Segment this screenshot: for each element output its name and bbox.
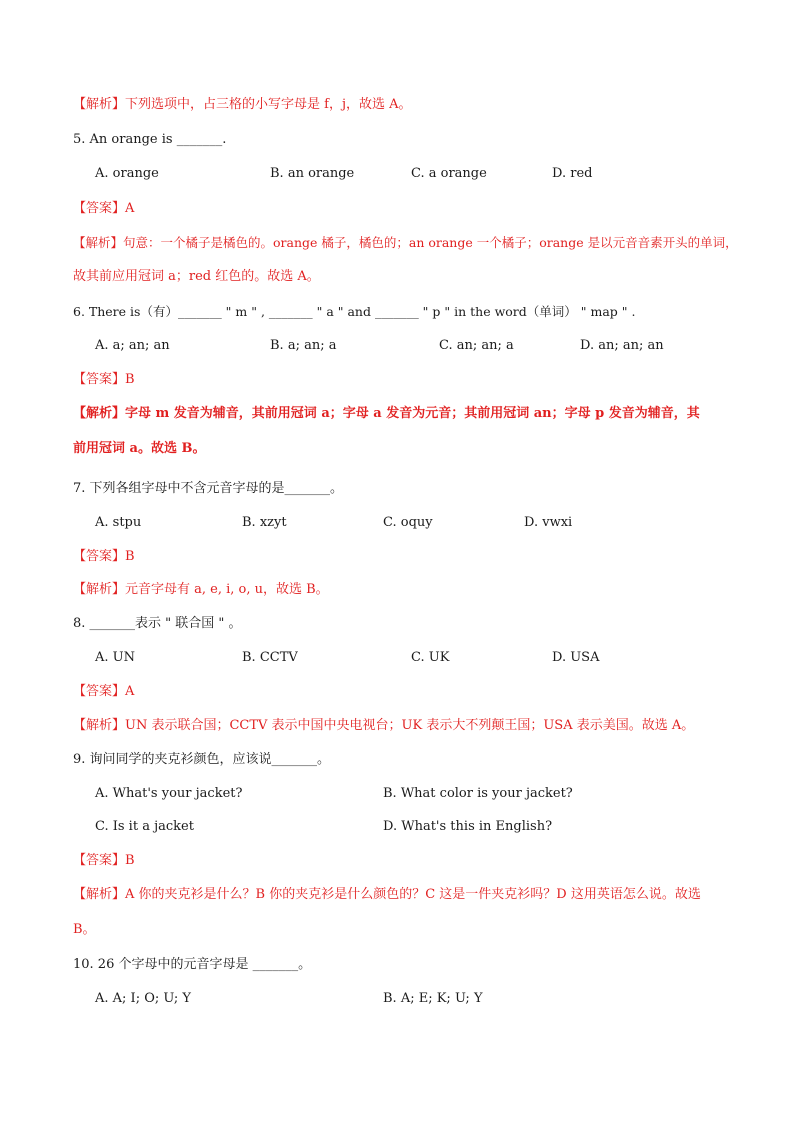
q6-option-c: C. an; an; a	[439, 338, 514, 353]
q10-option-b: B. A; E; K; U; Y	[383, 991, 483, 1006]
analysis-text: 【解析】下列选项中，占三格的小写字母是 f，j，故选 A。	[73, 97, 412, 112]
q6-option-a: A. a; an; an	[95, 338, 170, 353]
q7-option-c: C. oquy	[383, 515, 433, 530]
q5-option-c: C. a orange	[411, 166, 487, 181]
q7-analysis: 【解析】元音字母有 a, e, i, o, u，故选 B。	[73, 582, 329, 597]
q8-option-a: A. UN	[95, 650, 135, 665]
question-5: 5. An orange is _______.	[73, 132, 227, 147]
q6-option-b: B. a; an; a	[270, 338, 337, 353]
q9-option-b: B. What color is your jacket?	[383, 786, 573, 801]
question-8: 8. _______表示 " 联合国 " 。	[73, 616, 242, 631]
q9-analysis-cont: B。	[73, 922, 96, 937]
q9-option-a: A. What's your jacket?	[95, 786, 243, 801]
q6-analysis: 【解析】字母 m 发音为辅音，其前用冠词 a；字母 a 发音为元音；其前用冠词 an；字母 p 发音为辅音，其	[73, 406, 700, 421]
q7-option-a: A. stpu	[95, 515, 142, 530]
q8-option-d: D. USA	[552, 650, 600, 665]
q9-option-d: D. What's this in English?	[383, 819, 553, 834]
q8-answer: 【答案】A	[73, 684, 135, 699]
q5-option-b: B. an orange	[270, 166, 355, 181]
q7-answer: 【答案】B	[73, 549, 135, 564]
q6-option-d: D. an; an; an	[580, 338, 664, 353]
question-7: 7. 下列各组字母中不含元音字母的是_______。	[73, 481, 344, 496]
q10-option-a: A. A; I; O; U; Y	[95, 991, 191, 1006]
q6-analysis-cont: 前用冠词 a。故选 B。	[73, 441, 206, 456]
q5-option-a: A. orange	[95, 166, 159, 181]
q8-analysis: 【解析】UN 表示联合国；CCTV 表示中国中央电视台；UK 表示大不列颠王国；USA 表示美国。故选 A。	[73, 718, 695, 733]
q8-option-b: B. CCTV	[242, 650, 298, 665]
q5-analysis-cont: 故其前应用冠词 a；red 红色的。故选 A。	[73, 269, 320, 284]
q6-answer: 【答案】B	[73, 372, 135, 387]
question-9: 9. 询问同学的夹克衫颜色，应该说_______。	[73, 752, 331, 767]
q5-answer: 【答案】A	[73, 201, 135, 216]
q5-option-d: D. red	[552, 166, 593, 181]
q7-option-d: D. vwxi	[524, 515, 573, 530]
question-10: 10. 26 个字母中的元音字母是 _______。	[73, 957, 312, 972]
question-6: 6. There is（有）_______ " m " , _______ " a " and _______ " p " in the word（单词） " map " .	[73, 304, 636, 319]
q5-analysis: 【解析】句意：一个橘子是橘色的。orange 橘子，橘色的；an orange 一个橘子；orange 是以元音音素开头的单词，	[73, 235, 738, 250]
q9-answer: 【答案】B	[73, 853, 135, 868]
q7-option-b: B. xzyt	[242, 515, 287, 530]
q8-option-c: C. UK	[411, 650, 450, 665]
q9-option-c: C. Is it a jacket	[95, 819, 194, 834]
q9-analysis: 【解析】A 你的夹克衫是什么？B 你的夹克衫是什么颜色的？C 这是一件夹克衫吗？D 这用英语怎么说。故选	[73, 887, 701, 902]
